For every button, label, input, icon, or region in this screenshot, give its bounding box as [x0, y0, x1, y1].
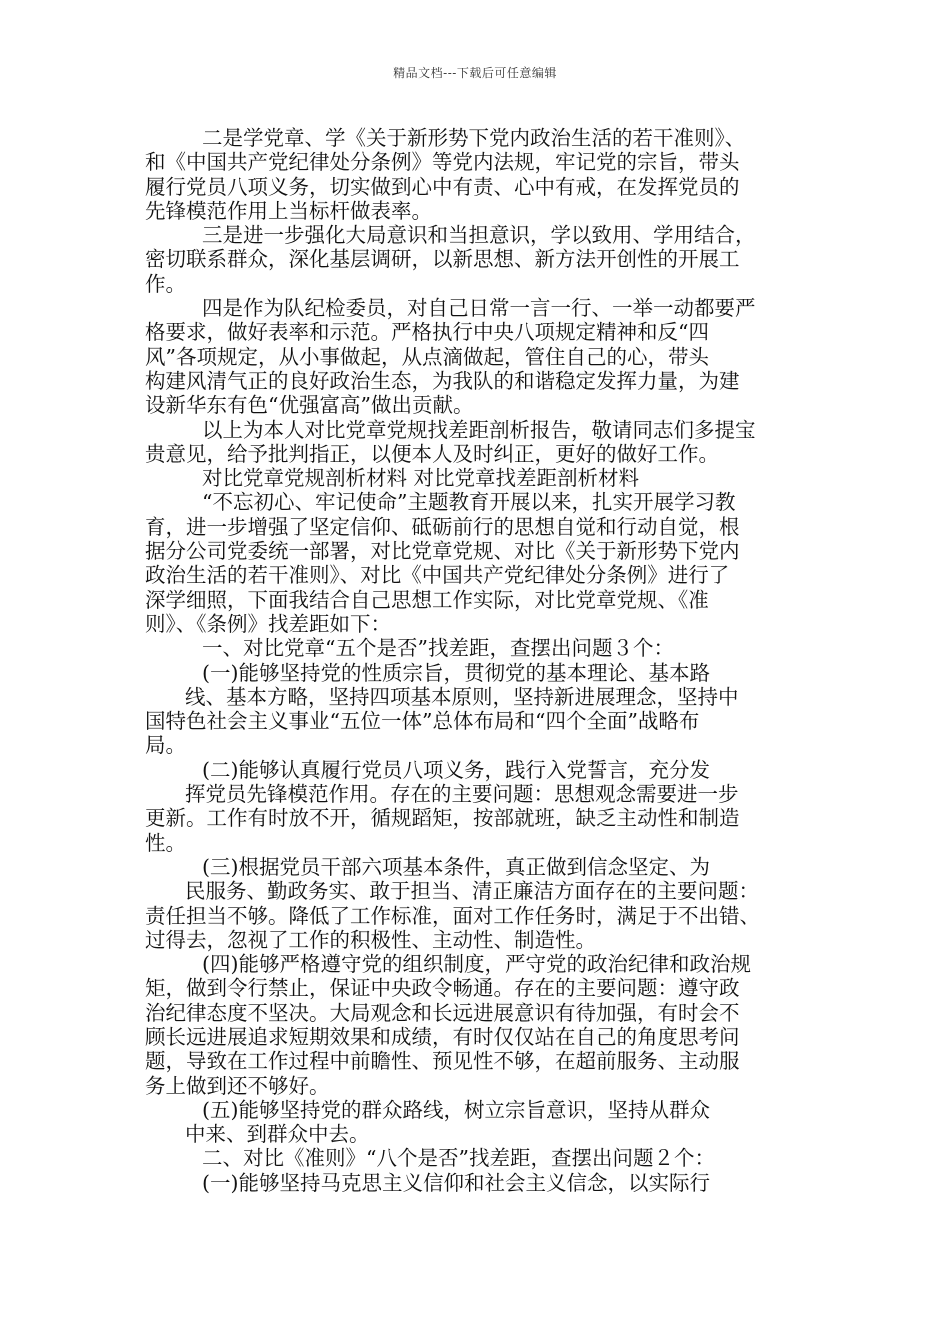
text-line: 更新。工作有时放不开，循规蹈矩，按部就班，缺乏主动性和制造 — [145, 806, 740, 831]
text-line: (四)能够严格遵守党的组织制度，严守党的政治纪律和政治规 — [202, 952, 751, 977]
text-line: 密切联系群众，深化基层调研，以新思想、新方法开创性的开展工 — [145, 247, 740, 272]
text-line: 履行党员八项义务，切实做到心中有责、心中有戒，在发挥党员的 — [145, 174, 740, 199]
text-line: 深学细照，下面我结合自己思想工作实际，对比党章党规、《准 — [145, 587, 709, 612]
text-line: 矩，做到令行禁止，保证中央政令畅通。存在的主要问题：遵守政 — [145, 976, 740, 1001]
text-line: 局。 — [145, 733, 186, 758]
text-line: 政治生活的若干准则》、对比《中国共产党纪律处分条例》进行了 — [145, 563, 730, 588]
text-line: 以上为本人对比党章党规找差距剖析报告，敬请同志们多提宝 — [202, 417, 756, 442]
text-line: “不忘初心、牢记使命”主题教育开展以来，扎实开展学习教 — [202, 490, 736, 515]
text-line: 育，进一步增强了坚定信仰、砥砺前行的思想自觉和行动自觉，根 — [145, 514, 740, 539]
text-line: 责任担当不够。降低了工作标准，面对工作任务时，满足于不出错、 — [145, 903, 760, 928]
text-line: 务上做到还不够好。 — [145, 1073, 330, 1098]
text-line: 国特色社会主义事业“五位一体”总体布局和“四个全面”战略布 — [145, 709, 700, 734]
text-line: 四是作为队纪检委员，对自己日常一言一行、一举一动都要严 — [202, 296, 756, 321]
text-line: (五)能够坚持党的群众路线，树立宗旨意识，坚持从群众 — [202, 1097, 710, 1122]
text-line: 治纪律态度不坚决。大局观念和长远进展意识有待加强，有时会不 — [145, 1000, 740, 1025]
text-line: 挥党员先锋模范作用。存在的主要问题：思想观念需要进一步 — [185, 782, 739, 807]
text-line: 和《中国共产党纪律处分条例》等党内法规，牢记党的宗旨，带头 — [145, 150, 740, 175]
text-line: 风”各项规定，从小事做起，从点滴做起，管住自己的心，带头 — [145, 344, 709, 369]
document-body — [145, 126, 825, 1195]
text-line: (二)能够认真履行党员八项义务，践行入党誓言，充分发 — [202, 757, 710, 782]
text-line: 中来、到群众中去。 — [185, 1122, 370, 1147]
text-line: 顾长远进展追求短期效果和成绩，有时仅仅站在自己的角度思考问 — [145, 1024, 740, 1049]
text-line: 设新华东有色“优强富高”做出贡献。 — [145, 393, 474, 418]
text-line: 作。 — [145, 271, 186, 296]
text-line: 先锋模范作用上当标杆做表率。 — [145, 198, 432, 223]
text-line: 格要求，做好表率和示范。严格执行中央八项规定精神和反“四 — [145, 320, 709, 345]
text-line: 贵意见，给予批判指正，以便本人及时纠正，更好的做好工作。 — [145, 441, 719, 466]
text-line: 则》、《条例》找差距如下： — [145, 611, 391, 636]
text-line: 民服务、勤政务实、敢于担当、清正廉洁方面存在的主要问题： — [185, 879, 759, 904]
text-line: 线、基本方略，坚持四项基本原则，坚持新进展理念，坚持中 — [185, 684, 739, 709]
text-line: (一)能够坚持马克思主义信仰和社会主义信念，以实际行 — [202, 1170, 710, 1195]
text-line: 性。 — [145, 830, 186, 855]
page-header: 精品文档---下载后可任意编辑 — [393, 66, 557, 80]
text-line: 二是学党章、学《关于新形势下党内政治生活的若干准则》、 — [202, 126, 746, 150]
text-line: 三是进一步强化大局意识和当担意识，学以致用、学用结合， — [202, 223, 756, 248]
text-line: 构建风清气正的良好政治生态，为我队的和谐稳定发挥力量，为建 — [145, 368, 740, 393]
text-line: 过得去，忽视了工作的积极性、主动性、制造性。 — [145, 927, 596, 952]
text-line: 二、对比《准则》“八个是否”找差距，查摆出问题２个： — [202, 1146, 715, 1171]
section-title: 对比党章党规剖析材料 对比党章找差距剖析材料 — [202, 466, 640, 491]
text-line: 题，导致在工作过程中前瞻性、预见性不够，在超前服务、主动服 — [145, 1049, 740, 1074]
text-line: (三)根据党员干部六项基本条件，真正做到信念坚定、为 — [202, 854, 710, 879]
text-line: (一)能够坚持党的性质宗旨，贯彻党的基本理论、基本路 — [202, 660, 710, 685]
text-line: 一、对比党章“五个是否”找差距，查摆出问题３个： — [202, 636, 674, 661]
text-line: 据分公司党委统一部署，对比党章党规、对比《关于新形势下党内 — [145, 539, 740, 564]
